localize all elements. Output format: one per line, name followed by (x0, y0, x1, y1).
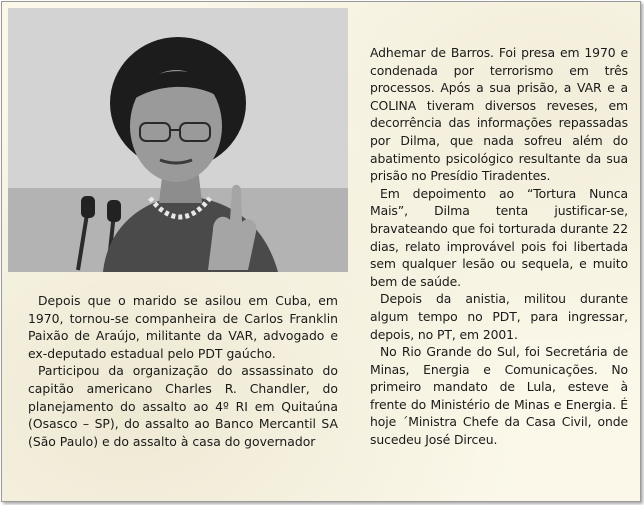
left-paragraph-1: Depois que o marido se asilou em Cuba, em 1970, tornou-se companheira de Carlos Franklin Paixão de Araújo, militante da VAR, advogado e ex-deputado estadual pelo PDT gaúcho. (28, 293, 338, 361)
portrait-illustration (8, 8, 348, 272)
right-paragraph-3: Depois da anistia, militou durante algum tempo no PDT, para ingressar, depois, no PT, em 2001. (370, 291, 628, 342)
portrait-photo (8, 8, 348, 272)
right-paragraph-1: Adhemar de Barros. Foi presa em 1970 e condenada por terrorismo em três processos. Após a sua prisão, a VAR e a COLINA tiveram diversos reveses, em decorrência das informações repassadas por Dilma, que nada sofreu além do abatimento psicológico resultante da sua prisão no Presídio Tiradentes. (370, 45, 628, 184)
page-frame (1, 1, 641, 502)
right-paragraph-2: Em depoimento ao “Tortura Nunca Mais”, Dilma tenta justificar-se, bravateando que foi torturada durante 22 dias, relato improvável pois foi libertada sem qualquer lesão ou sequela, e muito bem de saúde. (370, 185, 628, 289)
right-column (370, 44, 628, 449)
left-column (28, 292, 338, 450)
right-paragraph-4: No Rio Grande do Sul, foi Secretária de Minas, Energia e Comunicações. No primeiro mandato de Lula, esteve à frente do Ministério de Minas e Energia. É hoje ´Ministra Chefe da Casa Civil, onde sucedeu José Dirceu. (370, 344, 628, 448)
left-paragraph-2: Participou da organização do assassinato do capitão americano Charles R. Chandler, do planejamento do assalto ao 4º RI em Quitaúna (Osasco – SP), do assalto ao Banco Mercantil SA (São Paulo) e do assalto à casa do governador (28, 363, 338, 449)
